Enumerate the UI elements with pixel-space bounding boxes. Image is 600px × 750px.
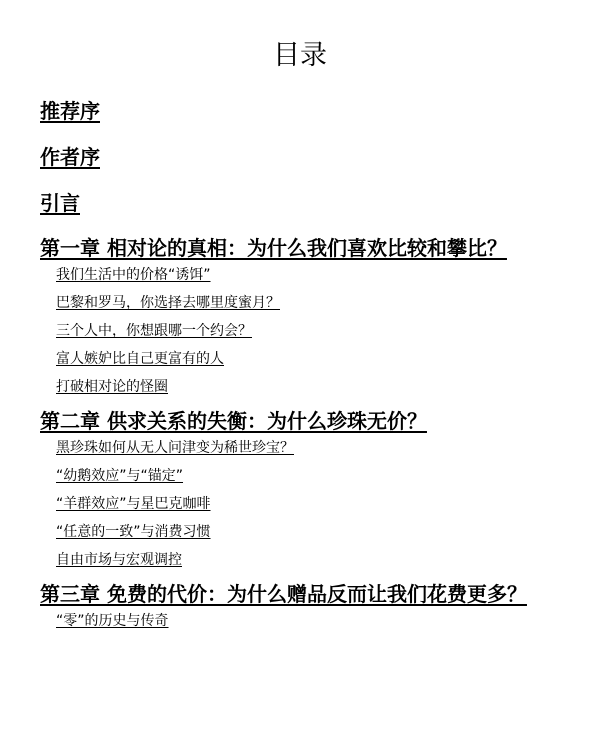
chapter-2-section-2[interactable]: “幼鹅效应”与“锚定” [56,468,184,484]
chapter-2-section-4[interactable]: “任意的一致”与消费习惯 [56,524,211,540]
toc-title: 目录 [273,40,327,71]
toc-entry-preface-author[interactable]: 作者序 [40,145,100,169]
table-of-contents [40,98,560,643]
chapter-1-section-3[interactable]: 三个人中，你想跟哪一个约会？ [56,323,252,339]
chapter-2 [40,409,560,570]
toc-entry-preface-recommendation[interactable]: 推荐序 [40,99,100,123]
chapter-2-section-1[interactable]: 黑珍珠如何从无人问津变为稀世珍宝？ [56,440,294,456]
chapter-1 [40,236,560,397]
chapter-1-section-2[interactable]: 巴黎和罗马，你选择去哪里度蜜月？ [56,295,280,311]
toc-entry-introduction[interactable]: 引言 [40,191,80,215]
chapter-1-section-1[interactable]: 我们生活中的价格“诱饵” [56,267,211,283]
chapter-1-title[interactable]: 第一章 相对论的真相：为什么我们喜欢比较和攀比？ [40,236,507,260]
chapter-1-section-4[interactable]: 富人嫉妒比自己更富有的人 [56,351,224,367]
chapter-1-section-5[interactable]: 打破相对论的怪圈 [56,379,168,395]
chapter-2-title[interactable]: 第二章 供求关系的失衡：为什么珍珠无价？ [40,409,427,433]
chapter-2-section-5[interactable]: 自由市场与宏观调控 [56,552,182,568]
chapter-3-title[interactable]: 第三章 免费的代价：为什么赠品反而让我们花费更多？ [40,582,527,606]
chapter-3-section-1[interactable]: “零”的历史与传奇 [56,613,169,629]
chapter-2-section-3[interactable]: “羊群效应”与星巴克咖啡 [56,496,211,512]
chapter-3 [40,582,560,631]
